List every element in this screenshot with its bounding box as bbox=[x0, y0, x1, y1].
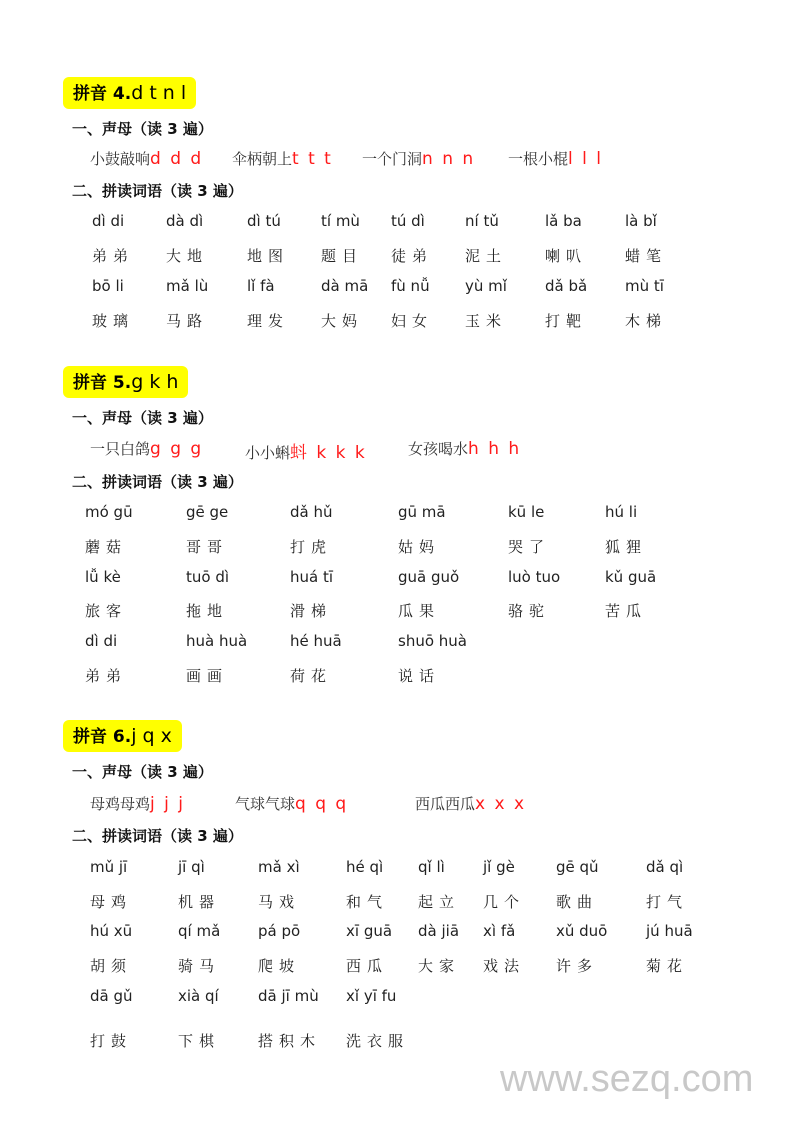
watermark: www.sezq.com bbox=[500, 1058, 754, 1100]
hanzi-word: 打气 bbox=[646, 893, 689, 911]
pinyin-word: qǐ lì bbox=[418, 858, 445, 876]
hanzi-word: 戏法 bbox=[483, 957, 526, 975]
pinyin-word: xī guā bbox=[346, 922, 393, 940]
label-prefix: 拼音 5. bbox=[73, 373, 132, 393]
hanzi-word: 起立 bbox=[418, 893, 461, 911]
pinyin-word: hé huā bbox=[290, 632, 342, 650]
hanzi-word: 几个 bbox=[483, 893, 526, 911]
hanzi-word: 大妈 bbox=[321, 312, 364, 330]
initial-letters: q q q bbox=[295, 794, 349, 814]
initial-letters: x x x bbox=[475, 794, 527, 814]
hanzi-word: 题目 bbox=[321, 247, 364, 265]
initial-phrase: 女孩喝水 bbox=[408, 440, 469, 458]
subheading-words: 二、拼读词语（读 3 遍） bbox=[72, 182, 243, 200]
initial-item bbox=[90, 148, 203, 169]
pinyin-word: jú huā bbox=[646, 922, 693, 940]
initial-phrase: 一个门洞 bbox=[362, 150, 423, 168]
pinyin-word: dǎ qì bbox=[646, 858, 684, 876]
pinyin-word: shuō huà bbox=[398, 632, 467, 650]
hanzi-word: 泥土 bbox=[465, 247, 508, 265]
section-label bbox=[63, 366, 188, 398]
pinyin-word: bō li bbox=[92, 277, 124, 295]
initial-phrase: 伞柄朝上 bbox=[232, 150, 293, 168]
initial-letters: n n n bbox=[422, 149, 476, 169]
initial-phrase: 气球气球 bbox=[235, 795, 296, 813]
pinyin-word: lǐ fà bbox=[247, 277, 275, 295]
hanzi-word: 打鼓 bbox=[90, 1032, 133, 1050]
hanzi-word: 胡须 bbox=[90, 957, 133, 975]
section-label bbox=[63, 720, 182, 752]
pinyin-word: là bǐ bbox=[625, 212, 657, 230]
pinyin-word: dà mā bbox=[321, 277, 369, 295]
hanzi-word: 搭积木 bbox=[258, 1032, 322, 1050]
pinyin-word: xì fǎ bbox=[483, 922, 516, 940]
pinyin-word: hé qì bbox=[346, 858, 384, 876]
initial-item bbox=[90, 438, 203, 459]
pinyin-word: ní tǔ bbox=[465, 212, 499, 230]
hanzi-word: 画画 bbox=[186, 667, 229, 685]
pinyin-word: dā jī mù bbox=[258, 987, 319, 1005]
hanzi-word: 哥哥 bbox=[186, 538, 229, 556]
hanzi-word: 骑马 bbox=[178, 957, 221, 975]
hanzi-word: 机器 bbox=[178, 893, 221, 911]
hanzi-word: 妇女 bbox=[391, 312, 434, 330]
hanzi-word: 菊花 bbox=[646, 957, 689, 975]
pinyin-word: dà jiā bbox=[418, 922, 460, 940]
subheading-initials: 一、声母（读 3 遍） bbox=[72, 763, 213, 781]
hanzi-word: 骆驼 bbox=[508, 602, 551, 620]
hanzi-word: 打虎 bbox=[290, 538, 333, 556]
initial-letters: 蚪 k k k bbox=[290, 443, 367, 463]
pinyin-word: dà dì bbox=[166, 212, 204, 230]
pinyin-word: qí mǎ bbox=[178, 922, 221, 940]
hanzi-word: 苦瓜 bbox=[605, 602, 648, 620]
initial-item bbox=[245, 438, 367, 463]
section-label bbox=[63, 77, 196, 109]
pinyin-word: dā gǔ bbox=[90, 987, 133, 1005]
pinyin-word: dì tú bbox=[247, 212, 281, 230]
hanzi-word: 蜡笔 bbox=[625, 247, 668, 265]
pinyin-word: mǎ xì bbox=[258, 858, 300, 876]
pinyin-word: tí mù bbox=[321, 212, 360, 230]
hanzi-word: 玉米 bbox=[465, 312, 508, 330]
subheading-initials: 一、声母（读 3 遍） bbox=[72, 409, 213, 427]
initial-letters: t t t bbox=[292, 149, 333, 169]
pinyin-word: pá pō bbox=[258, 922, 301, 940]
hanzi-word: 滑梯 bbox=[290, 602, 333, 620]
hanzi-word: 大地 bbox=[166, 247, 209, 265]
pinyin-word: lǚ kè bbox=[85, 568, 121, 586]
label-prefix: 拼音 4. bbox=[73, 84, 132, 104]
hanzi-word: 弟弟 bbox=[92, 247, 135, 265]
hanzi-word: 地图 bbox=[247, 247, 290, 265]
hanzi-word: 打靶 bbox=[545, 312, 588, 330]
hanzi-word: 许多 bbox=[556, 957, 599, 975]
initial-phrase: 一根小棍 bbox=[508, 150, 569, 168]
initial-letters: g g g bbox=[150, 439, 204, 459]
initial-item bbox=[415, 793, 526, 814]
pinyin-word: yù mǐ bbox=[465, 277, 507, 295]
pinyin-word: lǎ ba bbox=[545, 212, 582, 230]
hanzi-word: 马路 bbox=[166, 312, 209, 330]
hanzi-word: 母鸡 bbox=[90, 893, 133, 911]
pinyin-word: dì di bbox=[85, 632, 118, 650]
hanzi-word: 歌曲 bbox=[556, 893, 599, 911]
initial-phrase: 母鸡母鸡 bbox=[90, 795, 151, 813]
pinyin-word: xǐ yī fu bbox=[346, 987, 397, 1005]
hanzi-word: 哭了 bbox=[508, 538, 551, 556]
pinyin-word: huá tī bbox=[290, 568, 334, 586]
label-prefix: 拼音 6. bbox=[73, 727, 132, 747]
pinyin-word: tuō dì bbox=[186, 568, 230, 586]
hanzi-word: 徒弟 bbox=[391, 247, 434, 265]
pinyin-word: tú dì bbox=[391, 212, 425, 230]
initial-letters: d d d bbox=[150, 149, 204, 169]
initial-item bbox=[508, 148, 603, 169]
pinyin-word: kū le bbox=[508, 503, 545, 521]
pinyin-word: hú xū bbox=[90, 922, 133, 940]
pinyin-word: gē ge bbox=[186, 503, 229, 521]
initial-phrase: 小鼓敲响 bbox=[90, 150, 151, 168]
subheading-words: 二、拼读词语（读 3 遍） bbox=[72, 827, 243, 845]
label-letters: d t n l bbox=[131, 82, 187, 104]
hanzi-word: 马戏 bbox=[258, 893, 301, 911]
hanzi-word: 木梯 bbox=[625, 312, 668, 330]
hanzi-word: 和气 bbox=[346, 893, 389, 911]
hanzi-word: 拖地 bbox=[186, 602, 229, 620]
initial-letters: j j j bbox=[150, 794, 185, 814]
initial-letters: l l l bbox=[568, 149, 603, 169]
hanzi-word: 瓜果 bbox=[398, 602, 441, 620]
hanzi-word: 爬坡 bbox=[258, 957, 301, 975]
initial-letters: h h h bbox=[468, 439, 522, 459]
initial-item bbox=[235, 793, 348, 814]
hanzi-word: 玻璃 bbox=[92, 312, 135, 330]
initial-item bbox=[90, 793, 185, 814]
hanzi-word: 大家 bbox=[418, 957, 461, 975]
pinyin-word: dì di bbox=[92, 212, 125, 230]
hanzi-word: 下棋 bbox=[178, 1032, 221, 1050]
pinyin-word: gū mā bbox=[398, 503, 446, 521]
label-letters: g k h bbox=[131, 371, 179, 393]
pinyin-word: mù tī bbox=[625, 277, 664, 295]
pinyin-word: luò tuo bbox=[508, 568, 561, 586]
pinyin-word: fù nǚ bbox=[391, 277, 430, 295]
pinyin-word: xià qí bbox=[178, 987, 219, 1005]
initial-item bbox=[408, 438, 521, 459]
hanzi-word: 狐狸 bbox=[605, 538, 648, 556]
subheading-initials: 一、声母（读 3 遍） bbox=[72, 120, 213, 138]
pinyin-word: dǎ hǔ bbox=[290, 503, 333, 521]
pinyin-word: guā guǒ bbox=[398, 568, 460, 586]
initial-phrase: 西瓜西瓜 bbox=[415, 795, 476, 813]
hanzi-word: 西瓜 bbox=[346, 957, 389, 975]
hanzi-word: 说话 bbox=[398, 667, 441, 685]
pinyin-word: dǎ bǎ bbox=[545, 277, 588, 295]
pinyin-word: hú li bbox=[605, 503, 638, 521]
pinyin-word: mǔ jī bbox=[90, 858, 128, 876]
hanzi-word: 喇叭 bbox=[545, 247, 588, 265]
pinyin-word: mǎ lù bbox=[166, 277, 209, 295]
pinyin-word: jī qì bbox=[178, 858, 205, 876]
initial-phrase: 一只白鸽 bbox=[90, 440, 151, 458]
initial-item bbox=[232, 148, 333, 169]
hanzi-word: 蘑菇 bbox=[85, 538, 128, 556]
initial-item bbox=[362, 148, 475, 169]
pinyin-word: gē qǔ bbox=[556, 858, 599, 876]
hanzi-word: 弟弟 bbox=[85, 667, 128, 685]
hanzi-word: 荷花 bbox=[290, 667, 333, 685]
pinyin-word: jǐ gè bbox=[483, 858, 515, 876]
pinyin-word: huà huà bbox=[186, 632, 248, 650]
pinyin-word: xǔ duō bbox=[556, 922, 608, 940]
subheading-words: 二、拼读词语（读 3 遍） bbox=[72, 473, 243, 491]
hanzi-word: 姑妈 bbox=[398, 538, 441, 556]
hanzi-word: 旅客 bbox=[85, 602, 128, 620]
label-letters: j q x bbox=[131, 725, 172, 747]
pinyin-word: mó gū bbox=[85, 503, 133, 521]
initial-phrase: 小小蝌 bbox=[245, 444, 291, 462]
hanzi-word: 洗衣服 bbox=[346, 1032, 410, 1050]
pinyin-word: kǔ guā bbox=[605, 568, 657, 586]
hanzi-word: 理发 bbox=[247, 312, 290, 330]
